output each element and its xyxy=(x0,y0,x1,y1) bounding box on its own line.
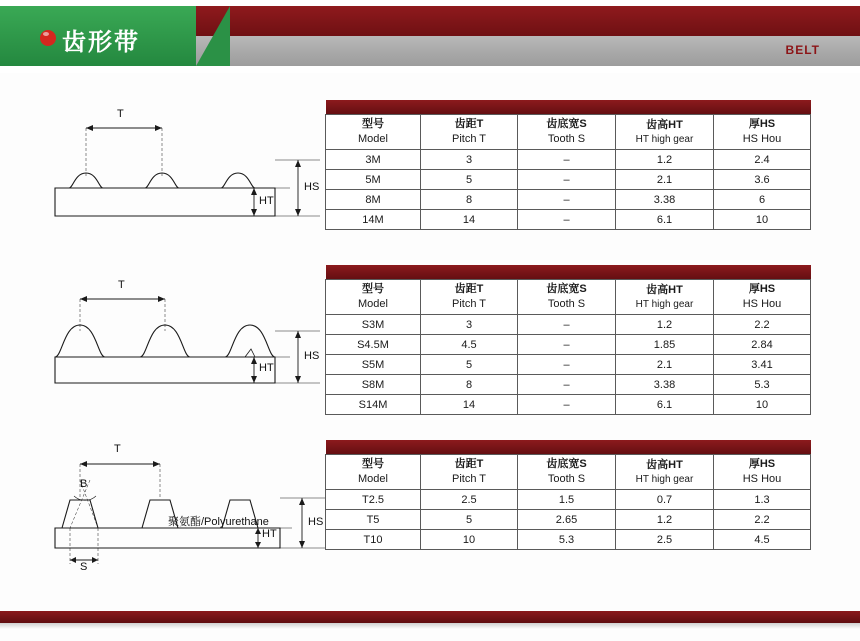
figure-t-label-pitch: T xyxy=(114,443,121,455)
figure-sm-profile xyxy=(40,265,320,395)
col-label-en: HS Hou xyxy=(742,473,782,485)
cell-tooth: 2.65 xyxy=(518,510,616,530)
col-label-cn: 型号 xyxy=(362,118,384,131)
cell-model: S3M xyxy=(326,315,421,335)
col-label-cn: 齿距T xyxy=(454,283,484,296)
table-m-col-hs xyxy=(714,115,811,150)
figure-sm-label-ht: HT xyxy=(259,362,274,374)
table-sm-caption-bar xyxy=(326,265,811,280)
col-label-en: HT high gear xyxy=(635,473,694,485)
table-sm-col-tooth xyxy=(518,280,616,315)
cell-ht: 2.1 xyxy=(616,170,714,190)
figure-m-profile-svg xyxy=(40,98,320,228)
cell-tooth: 5.3 xyxy=(518,530,616,550)
table-row xyxy=(326,395,811,415)
table-m-col-ht xyxy=(616,115,714,150)
cell-tooth: – xyxy=(518,355,616,375)
footer-red-band xyxy=(0,611,860,623)
figure-sm-profile-svg xyxy=(40,265,320,395)
col-label-en: HS Hou xyxy=(742,298,782,310)
table-row xyxy=(326,530,811,550)
cell-tooth: – xyxy=(518,335,616,355)
table-t-col-hs xyxy=(714,455,811,490)
table-row xyxy=(326,190,811,210)
cell-ht: 3.38 xyxy=(616,375,714,395)
table-t-col-pitch xyxy=(421,455,518,490)
cell-pitch: 4.5 xyxy=(421,335,518,355)
figure-t-material-label: 聚氨酯/Polyurethane xyxy=(168,516,269,528)
figure-t-label-angle: B xyxy=(80,478,88,490)
table-m-caption-bar xyxy=(326,100,811,115)
cell-tooth: – xyxy=(518,210,616,230)
table-sm-col-pitch xyxy=(421,280,518,315)
table-m-col-pitch xyxy=(421,115,518,150)
red-dot-icon xyxy=(40,30,56,46)
cell-ht: 0.7 xyxy=(616,490,714,510)
col-label-cn: 齿高HT xyxy=(646,283,683,296)
col-label-cn: 型号 xyxy=(362,458,384,471)
figure-t-label-ht: HT xyxy=(262,528,277,540)
cell-model: 8M xyxy=(326,190,421,210)
table-row xyxy=(326,210,811,230)
figure-sm-label-hs: HS xyxy=(304,350,320,362)
cell-hs: 2.2 xyxy=(714,510,811,530)
cell-hs: 2.2 xyxy=(714,315,811,335)
cell-hs: 10 xyxy=(714,395,811,415)
cell-tooth: – xyxy=(518,315,616,335)
col-label-en: Model xyxy=(358,133,388,145)
cell-pitch: 5 xyxy=(421,510,518,530)
col-label-cn: 齿距T xyxy=(454,118,484,131)
col-label-en: HT high gear xyxy=(635,133,694,145)
figure-sm-label-pitch: T xyxy=(118,279,125,291)
cell-hs: 6 xyxy=(714,190,811,210)
table-t-col-ht xyxy=(616,455,714,490)
table-t xyxy=(325,440,811,550)
cell-hs: 2.84 xyxy=(714,335,811,355)
cell-hs: 3.41 xyxy=(714,355,811,375)
figure-m-profile xyxy=(40,98,320,228)
cell-pitch: 8 xyxy=(421,190,518,210)
table-sm-col-model xyxy=(326,280,421,315)
cell-ht: 2.1 xyxy=(616,355,714,375)
cell-ht: 6.1 xyxy=(616,210,714,230)
cell-model: T2.5 xyxy=(326,490,421,510)
cell-pitch: 5 xyxy=(421,355,518,375)
col-label-cn: 齿距T xyxy=(454,458,484,471)
cell-model: 3M xyxy=(326,150,421,170)
col-label-en: Model xyxy=(358,473,388,485)
table-m-col-model xyxy=(326,115,421,150)
col-label-cn: 厚HS xyxy=(748,458,776,471)
cell-tooth: 1.5 xyxy=(518,490,616,510)
col-label-cn: 齿底宽S xyxy=(546,458,587,471)
cell-hs: 2.4 xyxy=(714,150,811,170)
table-t-caption-bar xyxy=(326,440,811,455)
cell-ht: 1.2 xyxy=(616,150,714,170)
cell-model: T5 xyxy=(326,510,421,530)
table-sm xyxy=(325,265,811,415)
cell-ht: 1.2 xyxy=(616,315,714,335)
table-sm-col-hs xyxy=(714,280,811,315)
figure-t-profile-svg xyxy=(40,440,330,570)
table-row xyxy=(326,170,811,190)
cell-hs: 5.3 xyxy=(714,375,811,395)
cell-model: T10 xyxy=(326,530,421,550)
cell-tooth: – xyxy=(518,170,616,190)
col-label-cn: 厚HS xyxy=(748,118,776,131)
col-label-cn: 厚HS xyxy=(748,283,776,296)
col-label-en: Tooth S xyxy=(547,473,586,485)
col-label-en: Tooth S xyxy=(547,133,586,145)
table-row xyxy=(326,375,811,395)
table-m xyxy=(325,100,811,230)
cell-pitch: 2.5 xyxy=(421,490,518,510)
cell-pitch: 10 xyxy=(421,530,518,550)
table-row xyxy=(326,150,811,170)
table-t-col-tooth xyxy=(518,455,616,490)
cell-hs: 4.5 xyxy=(714,530,811,550)
cell-ht: 1.85 xyxy=(616,335,714,355)
cell-model: S5M xyxy=(326,355,421,375)
cell-hs: 3.6 xyxy=(714,170,811,190)
cell-ht: 3.38 xyxy=(616,190,714,210)
col-label-en: Tooth S xyxy=(547,298,586,310)
col-label-en: HS Hou xyxy=(742,133,782,145)
col-label-cn: 齿底宽S xyxy=(546,283,587,296)
table-t-col-model xyxy=(326,455,421,490)
col-label-en: Pitch T xyxy=(451,298,487,310)
figure-t-label-base: S xyxy=(80,561,88,573)
cell-model: 5M xyxy=(326,170,421,190)
figure-m-label-pitch: T xyxy=(117,108,124,120)
table-row xyxy=(326,355,811,375)
col-label-cn: 型号 xyxy=(362,283,384,296)
cell-pitch: 14 xyxy=(421,395,518,415)
table-row xyxy=(326,510,811,530)
cell-tooth: – xyxy=(518,375,616,395)
cell-model: S8M xyxy=(326,375,421,395)
table-sm-header-row xyxy=(326,280,811,315)
cell-pitch: 3 xyxy=(421,150,518,170)
col-label-cn: 齿高HT xyxy=(646,458,683,471)
table-t-header-row xyxy=(326,455,811,490)
col-label-en: Pitch T xyxy=(451,473,487,485)
cell-tooth: – xyxy=(518,395,616,415)
figure-m-label-hs: HS xyxy=(304,181,320,193)
cell-pitch: 8 xyxy=(421,375,518,395)
page-title-en: BELT xyxy=(785,43,820,57)
figure-t-label-hs: HS xyxy=(308,516,324,528)
cell-pitch: 5 xyxy=(421,170,518,190)
table-row xyxy=(326,315,811,335)
cell-model: 14M xyxy=(326,210,421,230)
cell-model: S4.5M xyxy=(326,335,421,355)
cell-tooth: – xyxy=(518,150,616,170)
col-label-cn: 齿底宽S xyxy=(546,118,587,131)
table-row xyxy=(326,490,811,510)
figure-t-profile xyxy=(40,440,330,573)
col-label-en: HT high gear xyxy=(635,298,694,310)
cell-hs: 1.3 xyxy=(714,490,811,510)
cell-ht: 6.1 xyxy=(616,395,714,415)
col-label-en: Model xyxy=(358,298,388,310)
page-header xyxy=(0,0,860,73)
table-m-header-row xyxy=(326,115,811,150)
figure-m-label-ht: HT xyxy=(259,195,274,207)
table-row xyxy=(326,335,811,355)
table-sm-col-ht xyxy=(616,280,714,315)
cell-ht: 2.5 xyxy=(616,530,714,550)
cell-hs: 10 xyxy=(714,210,811,230)
col-label-cn: 齿高HT xyxy=(646,118,683,131)
footer-shadow xyxy=(0,623,860,629)
table-m-col-tooth xyxy=(518,115,616,150)
cell-pitch: 3 xyxy=(421,315,518,335)
cell-ht: 1.2 xyxy=(616,510,714,530)
cell-model: S14M xyxy=(326,395,421,415)
cell-tooth: – xyxy=(518,190,616,210)
cell-pitch: 14 xyxy=(421,210,518,230)
page-title: 齿形带 xyxy=(62,29,140,56)
col-label-en: Pitch T xyxy=(451,133,487,145)
